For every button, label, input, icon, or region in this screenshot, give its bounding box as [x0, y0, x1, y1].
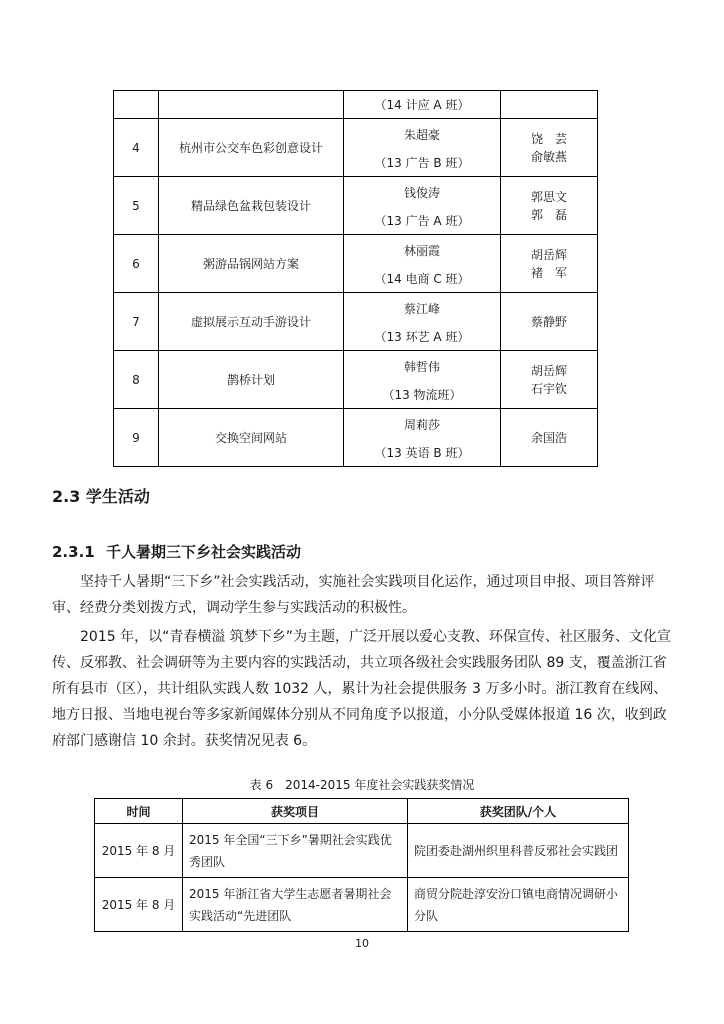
row-number: 4: [114, 119, 159, 177]
table-row: [114, 91, 598, 119]
team-cell: [344, 91, 501, 119]
advisor-name: 饶 芸: [530, 131, 567, 146]
body-paragraph: 2015 年，以“青春横溢 筑梦下乡”为主题，广泛开展以爱心支教、环保宣传、社区服务、文化宣传、反邪教、社会调研等为主要内容的实践活动，共立项各级社会实践服务团队 89 支，覆盖浙江省所有县市（区），共计组队实践人数 1032 人，累计为社会提供服务 3 万多小时。浙江教育在线网、地方日报、当地电视台等多家新闻媒体分别从不同角度予以报道，小分队受媒体报道 16 次，收到政府部门感谢信 10 余封。获奖情况见表 6。: [52, 629, 672, 749]
row-number: [114, 91, 159, 119]
class-name: （13 广告 A 班）: [374, 213, 470, 228]
team-cell: [344, 177, 501, 235]
table-row: [95, 878, 629, 932]
class-name: （13 广告 B 班）: [374, 155, 470, 170]
advisor-cell: [501, 177, 598, 235]
project-name: 粥游品锅网站方案: [159, 235, 344, 293]
student-name: 林丽霞: [403, 243, 440, 258]
project-name: [159, 91, 344, 119]
award-project: 2015 年浙江省大学生志愿者暑期社会实践活动“先进团队: [183, 878, 408, 932]
award-time: 2015 年 8 月: [95, 878, 183, 932]
project-name: 交换空间网站: [159, 409, 344, 467]
subsection-title: 千人暑期三下乡社会实践活动: [106, 543, 302, 561]
student-name: 韩哲伟: [403, 359, 440, 374]
team-cell: [344, 119, 501, 177]
team-cell: [344, 351, 501, 409]
advisor-cell: [501, 119, 598, 177]
row-number: 5: [114, 177, 159, 235]
advisor-cell: [501, 351, 598, 409]
advisor-name: 胡岳辉: [530, 247, 567, 262]
student-name: 蔡江峰: [403, 301, 440, 316]
row-number: 7: [114, 293, 159, 351]
student-name: 朱超豪: [403, 127, 440, 142]
class-name: （13 英语 B 班）: [374, 445, 470, 460]
class-name: （14 电商 C 班）: [374, 271, 470, 286]
student-name: 钱俊涛: [403, 185, 440, 200]
row-number: 6: [114, 235, 159, 293]
project-name: 虚拟展示互动手游设计: [159, 293, 344, 351]
table-caption: 表 6 2014-2015 年度社会实践获奖情况: [249, 778, 475, 792]
award-team: 院团委赴湖州织里科普反邪社会实践团: [408, 824, 629, 878]
advisor-name: 胡岳辉: [530, 363, 567, 378]
subsection-number: 2.3.1: [52, 543, 95, 561]
award-project: 2015 年全国“三下乡”暑期社会实践优秀团队: [183, 824, 408, 878]
advisor-cell: [501, 293, 598, 351]
table-row: [114, 235, 598, 293]
project-name: 鹊桥计划: [159, 351, 344, 409]
advisor-name: 余国浩: [530, 430, 567, 445]
awards-table: [94, 798, 629, 932]
table-row: [114, 409, 598, 467]
row-number: 8: [114, 351, 159, 409]
section-heading: 2.3 学生活动: [52, 487, 150, 506]
table-row: [114, 351, 598, 409]
subsection-heading: [52, 541, 301, 562]
team-cell: [344, 409, 501, 467]
row-number: 9: [114, 409, 159, 467]
table-row: [114, 177, 598, 235]
advisor-name: 俞敏燕: [530, 149, 567, 164]
class-name: （13 环艺 A 班）: [374, 329, 470, 344]
advisor-name: 石宇钦: [530, 381, 567, 396]
team-cell: [344, 293, 501, 351]
advisor-name: 郭思文: [530, 189, 567, 204]
page-number: 10: [355, 937, 369, 950]
award-time: 2015 年 8 月: [95, 824, 183, 878]
projects-table: [113, 90, 598, 467]
advisor-name: 褚 军: [530, 265, 567, 280]
class-name: （13 物流班）: [382, 387, 462, 402]
advisor-name: 蔡静野: [530, 314, 567, 329]
column-header-team: 获奖团队/个人: [408, 799, 629, 824]
column-header-time: 时间: [95, 799, 183, 824]
project-name: 杭州市公交车色彩创意设计: [159, 119, 344, 177]
advisor-name: 郭 磊: [530, 207, 567, 222]
column-header-award: 获奖项目: [183, 799, 408, 824]
table-row: [114, 293, 598, 351]
advisor-cell: [501, 409, 598, 467]
student-name: 周莉莎: [403, 417, 440, 432]
class-name: （14 计应 A 班）: [374, 97, 470, 112]
advisor-cell: [501, 91, 598, 119]
table-row: [95, 824, 629, 878]
team-cell: [344, 235, 501, 293]
table-header-row: [95, 799, 629, 824]
advisor-cell: [501, 235, 598, 293]
award-team: 商贸分院赴淳安汾口镇电商情况调研小分队: [408, 878, 629, 932]
body-paragraph: 坚持千人暑期“三下乡”社会实践活动，实施社会实践项目化运作，通过项目申报、项目答辩评审、经费分类划拨方式，调动学生参与实践活动的积极性。: [52, 574, 655, 616]
project-name: 精品绿色盆栽包装设计: [159, 177, 344, 235]
table-row: [114, 119, 598, 177]
